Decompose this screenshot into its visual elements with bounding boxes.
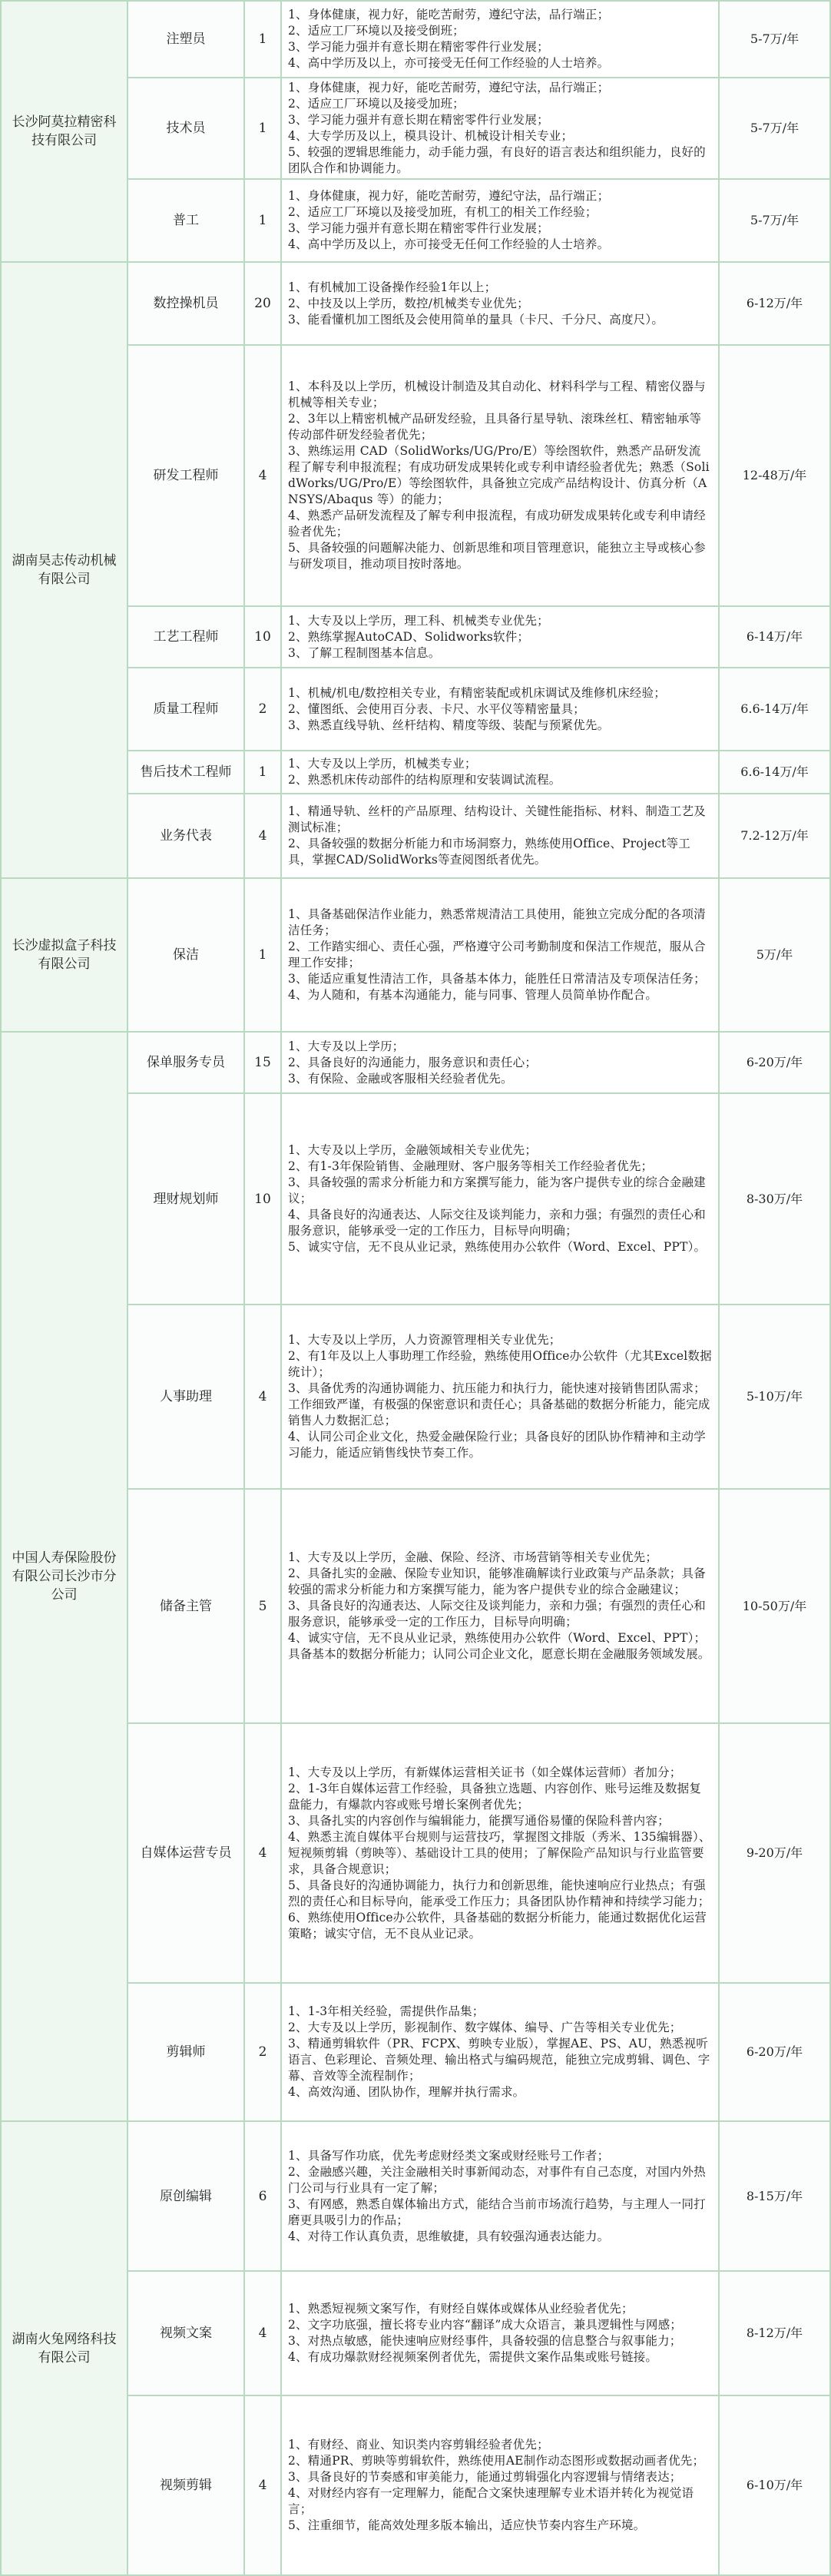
- requirement-line: 1、大专及以上学历，金融、保险、经济、市场营销等相关专业优先；: [288, 1550, 658, 1564]
- headcount: 6: [244, 2121, 281, 2271]
- salary: 8-30万/年: [719, 1093, 830, 1305]
- requirement-line: 2、有1-3年保险销售、金融理财、客户服务等相关工作经验者优先；: [288, 1159, 654, 1173]
- table-row: [1, 1, 830, 78]
- requirements-cell: [281, 668, 719, 751]
- requirements-cell: [281, 1723, 719, 1983]
- requirements-cell: [281, 1305, 719, 1489]
- company-name: 长沙虚拟盒子科技有限公司: [1, 878, 127, 1032]
- position-name: 研发工程师: [127, 345, 244, 606]
- table-body: [1, 1, 830, 2575]
- requirement-line: 2、1-3年自媒体运营工作经验，具备独立选题、内容创作、账号运维及数据复盘能力，有爆款内容或账号增长案例者优先；: [288, 1781, 702, 1812]
- requirement-line: 3、具备良好的沟通表达、人际交往及谈判能力，亲和力强；有强烈的责任心和服务意识，能够承受一定的工作压力，目标导向明确；: [288, 1599, 706, 1629]
- requirement-line: 3、精通剪辑软件（PR、FCPX、剪映专业版），掌握AE、PS、AU，熟悉视听语言、色彩理论、音频处理、输出格式与编码规范，能独立完成剪辑、调色、字幕、音效等全流程制作；: [288, 2037, 710, 2083]
- requirements-cell: [281, 262, 719, 345]
- requirement-line: 3、有网感，熟悉自媒体输出方式，能结合当前市场流行趋势，与主理人一同打磨更具吸引力的作品；: [288, 2196, 706, 2227]
- company-name: 湖南火兔网络科技有限公司: [1, 2121, 127, 2575]
- requirements-cell: [281, 78, 719, 179]
- requirement-line: 3、能适应重复性清洁工作，具备基本体力，能胜任日常清洁及专项保洁任务；: [288, 972, 706, 986]
- headcount: 4: [244, 2395, 281, 2575]
- requirement-line: 1、精通导轨、丝杆的产品原理、结构设计、关键性能指标、材料、制造工艺及测试标准；: [288, 804, 706, 834]
- requirement-line: 4、高效沟通、团队协作，理解并执行需求。: [288, 2085, 525, 2099]
- requirement-line: 1、有机械加工设备操作经验1年以上；: [288, 280, 497, 294]
- requirement-line: 1、大专及以上学历，人力资源管理相关专业优先；: [288, 1333, 561, 1347]
- table-row: [1, 878, 830, 1032]
- requirement-line: 3、了解工程制图基本信息。: [288, 645, 441, 660]
- requirement-line: 2、适应工厂环境以及接受倒班；: [288, 24, 465, 38]
- salary: 6-20万/年: [719, 1032, 830, 1093]
- requirement-line: 4、诚实守信，无不良从业记录，熟练使用办公软件（Word、Excel、PPT）；具备基本的数据分析能力；认同公司企业文化，愿意长期在金融服务领域发展。: [288, 1631, 710, 1661]
- headcount: 20: [244, 262, 281, 345]
- company-name: 湖南昊志传动机械有限公司: [1, 262, 127, 878]
- headcount: 15: [244, 1032, 281, 1093]
- requirement-line: 3、学习能力强并有意长期在精密零件行业发展；: [288, 40, 549, 54]
- requirements-cell: [281, 2395, 719, 2575]
- position-name: 数控操机员: [127, 262, 244, 345]
- salary: 6.6-14万/年: [719, 668, 830, 751]
- position-name: 保洁: [127, 878, 244, 1032]
- requirement-line: 3、有保险、金融或客服相关经验者优先。: [288, 1071, 513, 1086]
- salary: 5-7万/年: [719, 1, 830, 78]
- requirement-line: 1、本科及以上学历，机械设计制造及其自动化、材料科学与工程、精密仪器与机械等相关专业；: [288, 380, 706, 409]
- requirement-line: 4、为人随和，有基本沟通能力，能与同事、管理人员简单协作配合。: [288, 988, 658, 1002]
- requirement-line: 2、熟练掌握AutoCAD、Solidworks软件；: [288, 629, 530, 644]
- requirement-line: 4、熟悉产品研发流程及了解专利申报流程，有成功研发成果转化或专利申请经验者优先；: [288, 509, 706, 539]
- requirement-line: 3、具备优秀的沟通协调能力、抗压能力和执行力，能快速对接销售团队需求；工作细致严谨，有极强的保密意识和责任心；具备基础的数据分析能力，能完成销售人力数据汇总；: [288, 1381, 710, 1427]
- headcount: 10: [244, 1093, 281, 1305]
- requirement-line: 1、身体健康，视力好，能吃苦耐劳，遵纪守法，品行端正；: [288, 189, 610, 203]
- requirement-line: 3、熟悉直线导轨、丝杆结构、精度等级、装配与预紧优先。: [288, 718, 610, 732]
- salary: 7.2-12万/年: [719, 794, 830, 878]
- requirement-line: 1、1-3年相关经验，需提供作品集；: [288, 2004, 485, 2018]
- requirement-line: 5、较强的逻辑思维能力，动手能力强，有良好的语言表达和组织能力，良好的团队合作和协调能力。: [288, 145, 706, 175]
- salary: 5-7万/年: [719, 78, 830, 179]
- salary: 8-12万/年: [719, 2271, 830, 2395]
- requirement-line: 2、具备较强的数据分析能力和市场洞察力，熟练使用Office、Project等工具，掌握CAD/SolidWorks等查阅图纸者优先。: [288, 837, 690, 867]
- requirement-line: 1、机械/机电/数控相关专业，有精密装配或机床调试及维修机床经验；: [288, 685, 666, 700]
- position-name: 普工: [127, 179, 244, 262]
- headcount: 5: [244, 1489, 281, 1723]
- salary: 10-50万/年: [719, 1489, 830, 1723]
- salary: 12-48万/年: [719, 345, 830, 606]
- requirement-line: 2、具备扎实的金融、保险专业知识，能够准确解读行业政策与产品条款；具备较强的需求分析能力和方案撰写能力，能为客户提供专业的综合金融建议；: [288, 1566, 706, 1596]
- salary: 5-10万/年: [719, 1305, 830, 1489]
- requirement-line: 1、大专及以上学历；: [288, 1039, 405, 1053]
- requirement-line: 3、学习能力强并有意长期在精密零件行业发展；: [288, 221, 549, 235]
- position-name: 原创编辑: [127, 2121, 244, 2271]
- requirement-line: 5、具备良好的沟通协调能力，执行力和创新思维，能快速响应行业热点；有强烈的责任心和目标导向，能承受工作压力；具备团队协作精神和持续学习能力；: [288, 1878, 710, 1908]
- requirement-line: 3、能看懂机加工图纸及会使用简单的量具（卡尺、千分尺、高度尺）。: [288, 312, 664, 327]
- salary: 6.6-14万/年: [719, 751, 830, 794]
- requirement-line: 1、大专及以上学历，有新媒体运营相关证书（如全媒体运营师）者加分；: [288, 1765, 682, 1779]
- salary: 6-10万/年: [719, 2395, 830, 2575]
- requirements-cell: [281, 1032, 719, 1093]
- headcount: 1: [244, 179, 281, 262]
- headcount: 2: [244, 1983, 281, 2121]
- requirement-line: 4、高中学历及以上，亦可接受无任何工作经验的人士培养。: [288, 56, 610, 70]
- requirement-line: 2、大专及以上学历，影视制作、数字媒体、编导、广告等相关专业优先；: [288, 2021, 682, 2034]
- position-name: 业务代表: [127, 794, 244, 878]
- requirement-line: 2、适应工厂环境以及接受加班，有机工的相关工作经验；: [288, 205, 598, 219]
- requirement-line: 4、具备良好的沟通表达、人际交往及谈判能力，亲和力强；有强烈的责任心和服务意识，能够承受一定的工作压力，目标导向明确；: [288, 1208, 706, 1238]
- position-name: 剪辑师: [127, 1983, 244, 2121]
- requirements-cell: [281, 345, 719, 606]
- requirement-line: 1、具备基础保洁作业能力，熟悉常规清洁工具使用，能独立完成分配的各项清洁任务；: [288, 907, 706, 937]
- requirement-line: 2、3年以上精密机械产品研发经验，且具备行星导轨、滚珠丝杠、精密轴承等传动部件研发经验者优先；: [288, 412, 702, 442]
- position-name: 视频文案: [127, 2271, 244, 2395]
- requirement-line: 2、精通PR、剪映等剪辑软件，熟练使用AE制作动态图形或数据动画者优先；: [288, 2454, 705, 2468]
- requirements-cell: [281, 1, 719, 78]
- requirement-line: 1、大专及以上学历，金融领域相关专业优先；: [288, 1143, 538, 1157]
- headcount: 1: [244, 751, 281, 794]
- requirement-line: 2、中技及以上学历，数控/机械类专业优先；: [288, 296, 529, 310]
- salary: 6-14万/年: [719, 606, 830, 668]
- requirement-line: 4、有成功爆款财经视频案例者优先，需提供文案作品集或账号链接。: [288, 2350, 658, 2364]
- position-name: 视频剪辑: [127, 2395, 244, 2575]
- requirement-line: 5、注重细节，能高效处理多版本输出，适应快节奏内容生产环境。: [288, 2518, 646, 2532]
- requirement-line: 2、适应工厂环境以及接受加班；: [288, 97, 465, 111]
- requirements-cell: [281, 878, 719, 1032]
- requirement-line: 3、具备良好的节奏感和审美能力，能通过剪辑强化内容逻辑与情绪表达；: [288, 2470, 682, 2484]
- requirement-line: 4、大专学历及以上，模具设计、机械设计相关专业；: [288, 129, 574, 143]
- requirement-line: 2、工作踏实细心、责任心强，严格遵守公司考勤制度和保洁工作规范，服从合理工作安排；: [288, 940, 706, 970]
- position-name: 工艺工程师: [127, 606, 244, 668]
- requirement-line: 3、对热点敏感，能快速响应财经事件，具备较强的信息整合与叙事能力；: [288, 2334, 682, 2348]
- position-name: 储备主管: [127, 1489, 244, 1723]
- headcount: 1: [244, 78, 281, 179]
- position-name: 售后技术工程师: [127, 751, 244, 794]
- requirement-line: 3、学习能力强并有意长期在精密零件行业发展；: [288, 113, 549, 127]
- requirements-cell: [281, 606, 719, 668]
- requirements-cell: [281, 1489, 719, 1723]
- requirement-line: 4、对待工作认真负责，思维敏捷，具有较强沟通表达能力。: [288, 2229, 610, 2243]
- headcount: 1: [244, 878, 281, 1032]
- headcount: 4: [244, 1305, 281, 1489]
- requirements-cell: [281, 2271, 719, 2395]
- requirement-line: 3、熟练运用 CAD（SolidWorks/UG/Pro/E）等绘图软件，熟悉产品研发流程了解专利申报流程；有成功研发成果转化或专利申请经验者优先；熟悉（SolidWorks/UG/Pro/E）等绘图软件，具备独立完成产品结构设计、仿真分析（ANSYS/Abaqus 等）的能力；: [288, 444, 710, 506]
- requirement-line: 2、具备良好的沟通能力，服务意识和责任心；: [288, 1055, 538, 1069]
- headcount: 4: [244, 345, 281, 606]
- requirements-cell: [281, 2121, 719, 2271]
- requirement-line: 1、有财经、商业、知识类内容剪辑经验者优先；: [288, 2438, 549, 2452]
- requirement-line: 3、具备扎实的内容创作与编辑能力，能撰写通俗易懂的保险科普内容；: [288, 1813, 670, 1828]
- position-name: 理财规划师: [127, 1093, 244, 1305]
- requirements-cell: [281, 1983, 719, 2121]
- requirement-line: 4、熟悉主流自媒体平台规则与运营技巧，掌握图文排版（秀米、135编辑器）、短视频剪辑（剪映等）、基础设计工具的使用；了解保险产品知识与行业监管要求，具备合规意识；: [288, 1829, 711, 1876]
- position-name: 自媒体运营专员: [127, 1723, 244, 1983]
- requirement-line: 6、熟练使用Office办公软件，具备基础的数据分析能力，能通过数据优化运营策略；诚实守信，无不良从业记录。: [288, 1910, 707, 1941]
- headcount: 10: [244, 606, 281, 668]
- requirement-line: 1、大专及以上学历，理工科、机械类专业优先；: [288, 613, 549, 628]
- requirement-line: 1、身体健康，视力好，能吃苦耐劳，遵纪守法，品行端正；: [288, 81, 610, 94]
- requirement-line: 4、认同公司企业文化，热爱金融保险行业；具备良好的团队协作精神和主动学习能力，能适应销售线快节奏工作。: [288, 1430, 706, 1460]
- requirement-line: 4、高中学历及以上，亦可接受无任何工作经验的人士培养。: [288, 237, 610, 251]
- salary: 9-20万/年: [719, 1723, 830, 1983]
- position-name: 技术员: [127, 78, 244, 179]
- requirement-line: 2、文字功底强，擅长将专业内容“翻译”成大众语言，兼具逻辑性与网感；: [288, 2318, 683, 2332]
- headcount: 4: [244, 1723, 281, 1983]
- salary: 6-20万/年: [719, 1983, 830, 2121]
- requirements-cell: [281, 179, 719, 262]
- requirement-line: 1、身体健康，视力好，能吃苦耐劳，遵纪守法，品行端正；: [288, 8, 610, 22]
- requirement-line: 1、大专及以上学历，机械类专业；: [288, 757, 477, 771]
- salary: 5万/年: [719, 878, 830, 1032]
- position-name: 保单服务专员: [127, 1032, 244, 1093]
- requirements-cell: [281, 794, 719, 878]
- position-name: 注塑员: [127, 1, 244, 78]
- headcount: 1: [244, 1, 281, 78]
- requirement-line: 1、具备写作功底，优先考虑财经类文案或财经账号工作者；: [288, 2148, 610, 2163]
- requirements-cell: [281, 1093, 719, 1305]
- position-name: 质量工程师: [127, 668, 244, 751]
- headcount: 4: [244, 794, 281, 878]
- salary: 5-7万/年: [719, 179, 830, 262]
- requirement-line: 2、金融感兴趣，关注金融相关时事新闻动态，对事件有自己态度，对国内外热门公司与行业具有一定了解；: [288, 2164, 706, 2195]
- requirements-cell: [281, 751, 719, 794]
- requirement-line: 2、熟悉机床传动部件的结构原理和安装调试流程。: [288, 773, 561, 787]
- table-row: [1, 262, 830, 345]
- headcount: 4: [244, 2271, 281, 2395]
- requirement-line: 1、熟悉短视频文案写作，有财经自媒体或媒体从业经验者优先；: [288, 2302, 634, 2316]
- table-row: [1, 2121, 830, 2271]
- requirement-line: 3、具备较强的需求分析能力和方案撰写能力，能为客户提供专业的综合金融建议；: [288, 1175, 706, 1205]
- position-name: 人事助理: [127, 1305, 244, 1489]
- company-name: 长沙阿莫拉精密科技有限公司: [1, 1, 127, 262]
- requirement-line: 4、对财经内容有一定理解力，能配合文案快速理解专业术语并转化为视觉语言；: [288, 2486, 694, 2516]
- table-row: [1, 1032, 830, 1093]
- headcount: 2: [244, 668, 281, 751]
- salary: 6-12万/年: [719, 262, 830, 345]
- salary: 8-15万/年: [719, 2121, 830, 2271]
- requirement-line: 5、诚实守信，无不良从业记录，熟练使用办公软件（Word、Excel、PPT）。: [288, 1240, 707, 1254]
- requirement-line: 2、有1年及以上人事助理工作经验，熟练使用Office办公软件（尤其Excel数据统计）；: [288, 1349, 712, 1379]
- requirement-line: 5、具备较强的问题解决能力、创新思维和项目管理意识，能独立主导或核心参与研发项目，推动项目按时落地。: [288, 541, 706, 571]
- company-name: 中国人寿保险股份有限公司长沙市分公司: [1, 1032, 127, 2121]
- requirement-line: 2、懂图纸、会使用百分表、卡尺、水平仪等精密量具；: [288, 701, 585, 716]
